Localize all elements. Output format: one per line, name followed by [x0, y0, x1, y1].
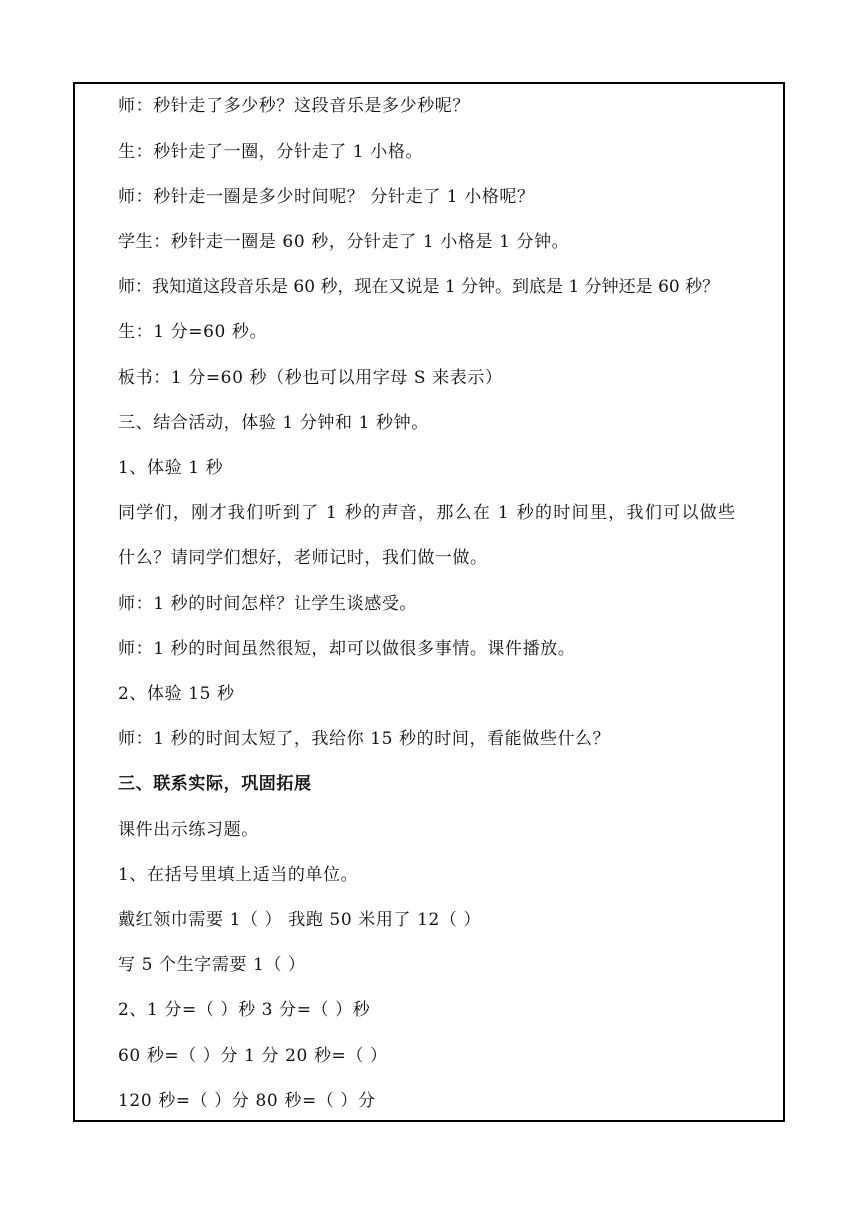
text-line: 学生：秒针走一圈是 60 秒，分针走了 1 小格是 1 分钟。 — [118, 232, 570, 252]
text-line: 同学们，刚才我们听到了 1 秒的声音，那么在 1 秒的时间里，我们可以做些 — [118, 503, 737, 523]
text-line: 师：秒针走了多少秒？这段音乐是多少秒呢？ — [118, 96, 470, 116]
text-line: 师：1 秒的时间虽然很短，却可以做很多事情。课件播放。 — [118, 639, 576, 659]
text-line: 课件出示练习题。 — [118, 820, 259, 840]
section-heading: 三、结合活动，体验 1 分钟和 1 秒钟。 — [118, 413, 429, 433]
text-line: 板书：1 分=60 秒（秒也可以用字母 S 来表示） — [118, 368, 503, 388]
subsection-heading: 2、体验 15 秒 — [118, 684, 235, 704]
exercise-line: 60 秒=（ ）分 1 分 20 秒=（ ） — [118, 1046, 388, 1066]
section-heading: 三、联系实际，巩固拓展 — [118, 774, 312, 794]
text-line: 师：1 秒的时间怎样？让学生谈感受。 — [118, 594, 418, 614]
text-line: 师：我知道这段音乐是 60 秒，现在又说是 1 分钟。到底是 1 分钟还是 60 秒？ — [118, 277, 720, 297]
text-line: 什么？请同学们想好，老师记时，我们做一做。 — [118, 548, 488, 568]
text-line: 生：秒针走了一圈，分针走了 1 小格。 — [118, 142, 424, 162]
exercise-line: 戴红领巾需要 1（ ） 我跑 50 米用了 12（ ） — [118, 910, 482, 930]
exercise-heading: 1、在括号里填上适当的单位。 — [118, 865, 359, 885]
exercise-line: 120 秒=（ ）分 80 秒=（ ）分 — [118, 1091, 376, 1111]
text-line: 师：秒针走一圈是多少时间呢？ 分针走了 1 小格呢？ — [118, 187, 535, 207]
text-line: 师：1 秒的时间太短了，我给你 15 秒的时间，看能做些什么？ — [118, 729, 611, 749]
subsection-heading: 1、体验 1 秒 — [118, 458, 224, 478]
text-line: 生：1 分=60 秒。 — [118, 322, 268, 342]
exercise-line: 2、1 分=（ ）秒 3 分=（ ）秒 — [118, 1000, 371, 1020]
exercise-line: 写 5 个生字需要 1（ ） — [118, 955, 306, 975]
